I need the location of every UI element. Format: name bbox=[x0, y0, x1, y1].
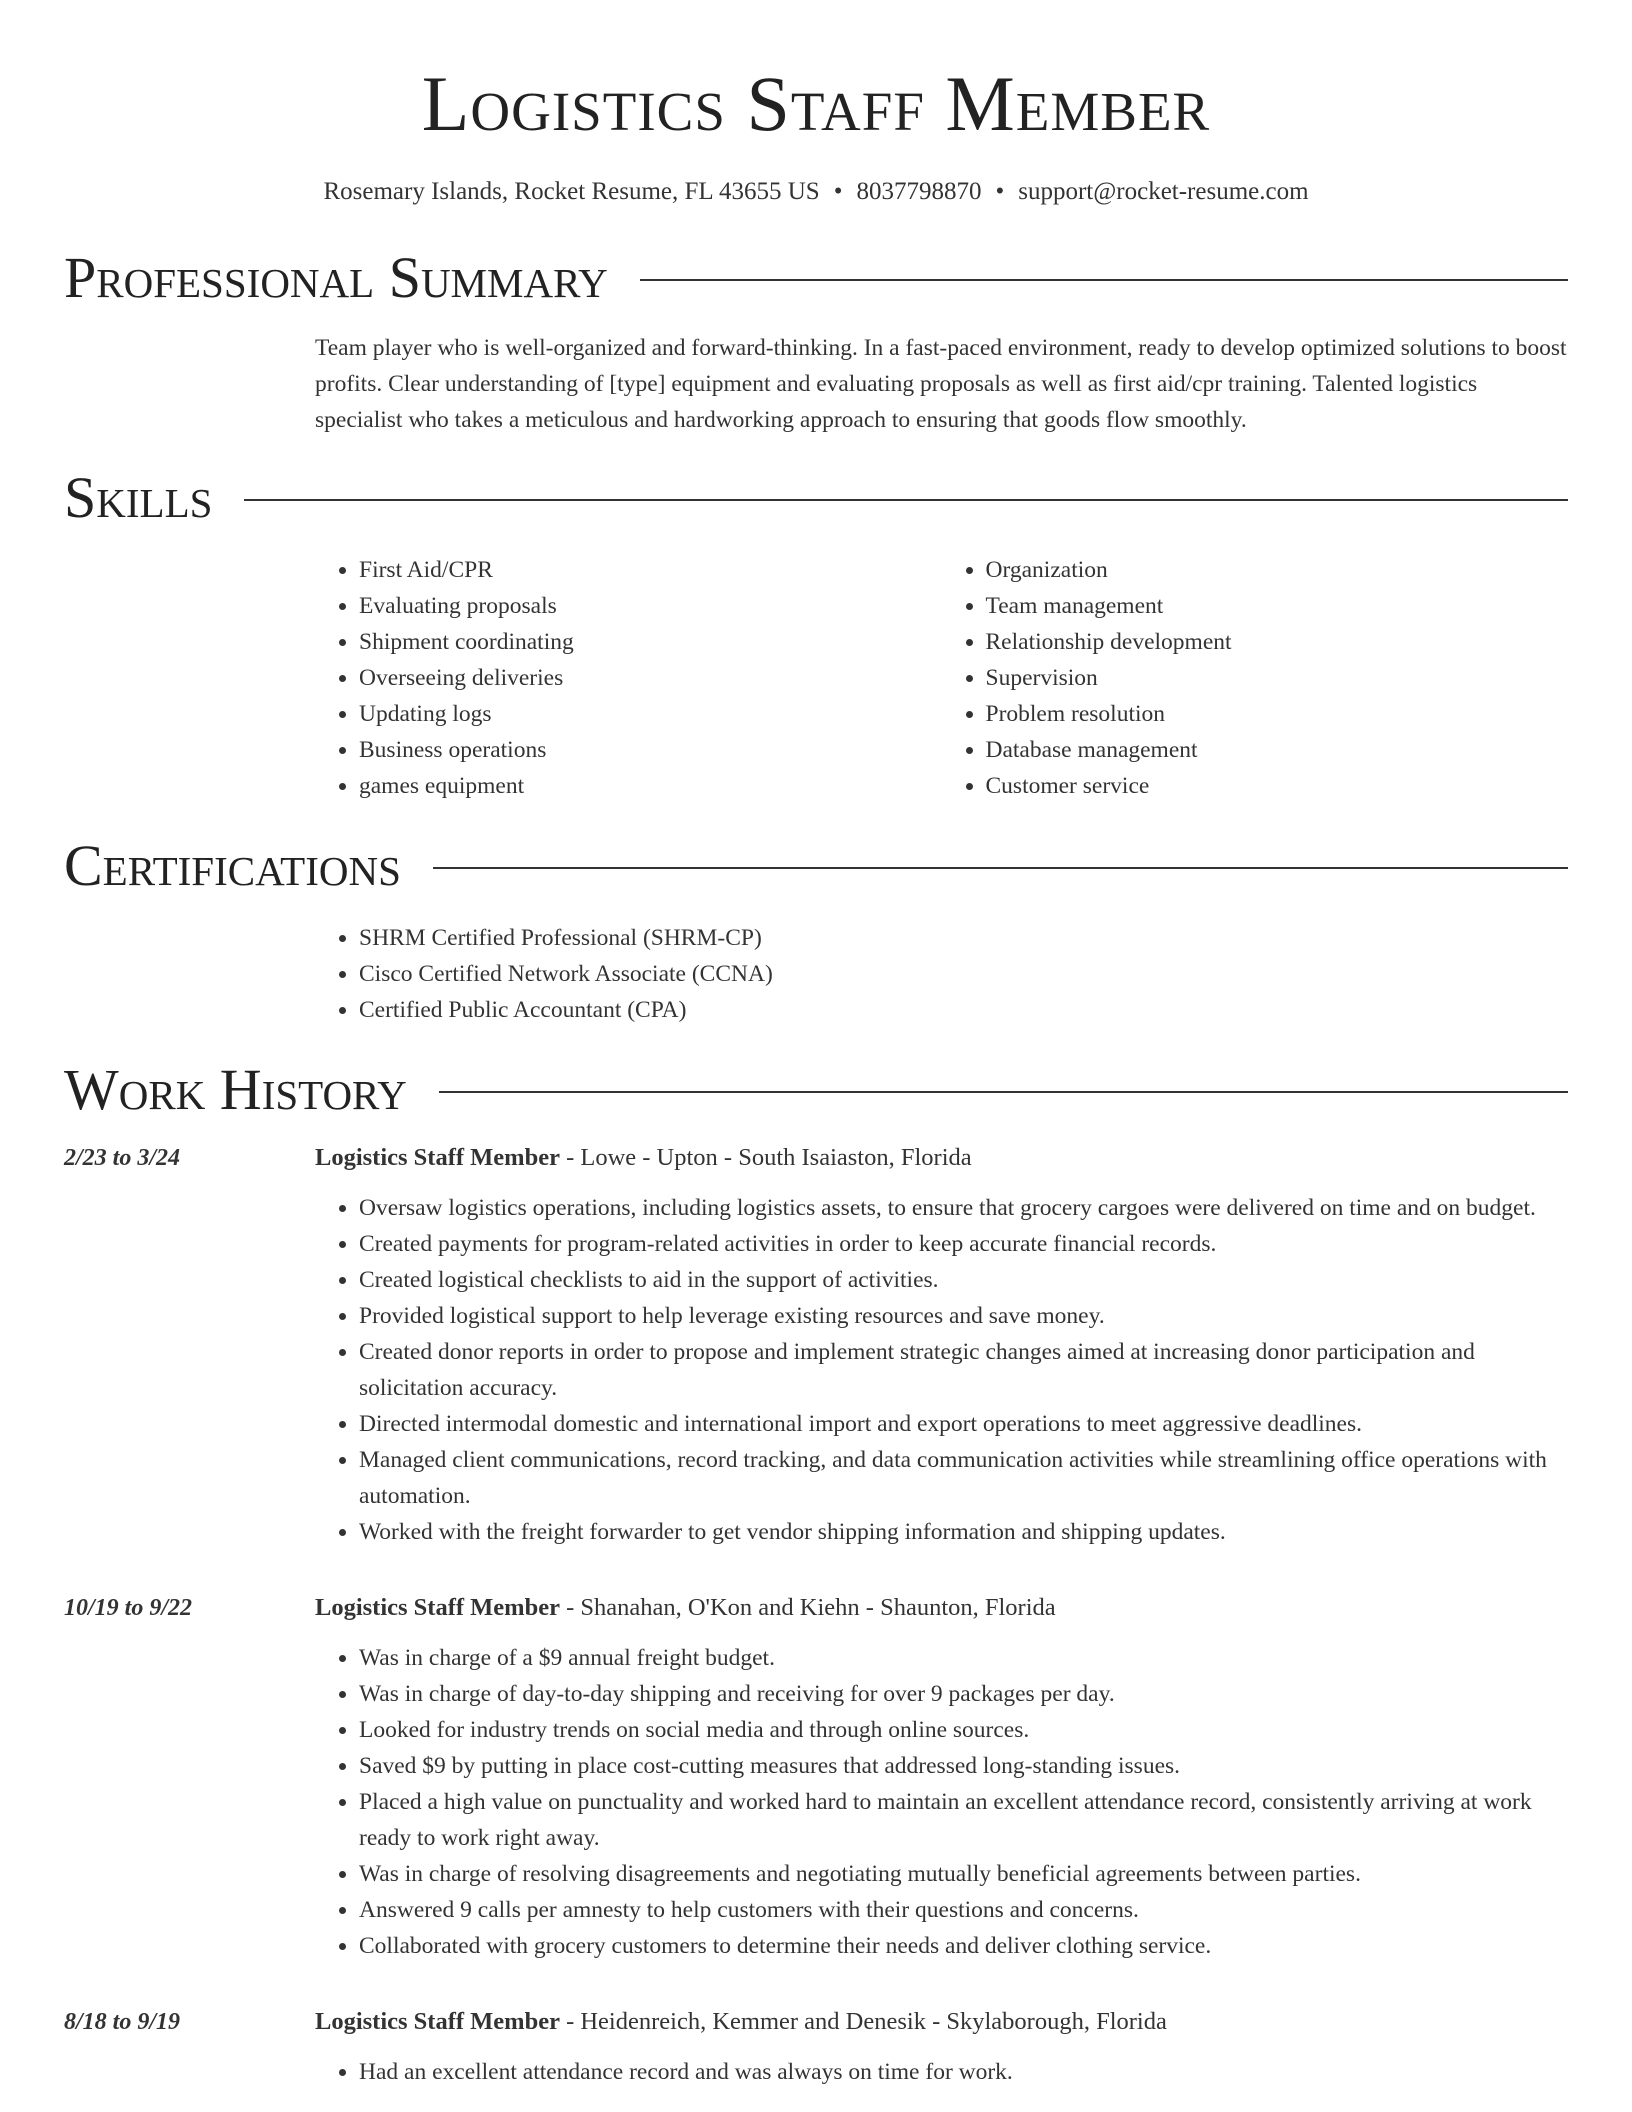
job-title-line bbox=[315, 1140, 1568, 1176]
job-bullet: • Was in charge of a $9 annual freight budget. bbox=[359, 1640, 1568, 1676]
job-employer-location: - Lowe - Upton - South Isaiaston, Florida bbox=[559, 1144, 972, 1171]
job-bullet: • Created payments for program-related activities in order to keep accurate financial records. bbox=[359, 1226, 1568, 1262]
section-divider bbox=[439, 1091, 1568, 1093]
job-bullet: • Was in charge of day-to-day shipping and receiving for over 9 packages per day. bbox=[359, 1676, 1568, 1712]
skill-item: • Supervision bbox=[986, 660, 1569, 696]
contact-email[interactable]: support@rocket-resume.com bbox=[1018, 178, 1309, 205]
job-bullet: • Collaborated with grocery customers to determine their needs and deliver clothing service. bbox=[359, 1928, 1568, 1964]
job-title: Logistics Staff Member bbox=[315, 2008, 560, 2035]
skill-item: • Evaluating proposals bbox=[359, 588, 942, 624]
skills-column-right bbox=[942, 552, 1569, 804]
certifications-section-title: Certifications bbox=[64, 833, 401, 898]
job-employer-location: - Shanahan, O'Kon and Kiehn - Shaunton, Florida bbox=[559, 1594, 1056, 1621]
certification-item: • Certified Public Accountant (CPA) bbox=[359, 992, 1568, 1028]
job-bullet: • Managed client communications, record tracking, and data communication activities while streamlining office operations with automation. bbox=[359, 1442, 1568, 1514]
job-employer-location: - Heidenreich, Kemmer and Denesik - Skylaborough, Florida bbox=[559, 2008, 1167, 2035]
certifications-items bbox=[315, 920, 1568, 1028]
candidate-name: Logistics Staff Member bbox=[421, 60, 1211, 147]
skills-section-title: Skills bbox=[64, 465, 213, 530]
contact-line bbox=[64, 178, 1568, 206]
job-bullet: • Placed a high value on punctuality and worked hard to maintain an excellent attendance record, consistently arriving at work ready to work right away. bbox=[359, 1784, 1568, 1856]
skill-item: • Business operations bbox=[359, 732, 942, 768]
skill-item: • Organization bbox=[986, 552, 1569, 588]
job-bullets bbox=[315, 2054, 1568, 2090]
job-title-line bbox=[315, 1590, 1568, 1626]
job-entry bbox=[64, 1140, 1568, 1550]
job-bullet: • Oversaw logistics operations, including logistics assets, to ensure that grocery cargoes were delivered on time and on budget. bbox=[359, 1190, 1568, 1226]
skill-item: • Customer service bbox=[986, 768, 1569, 804]
skill-item: • Updating logs bbox=[359, 696, 942, 732]
job-dates: 8/18 to 9/19 bbox=[64, 2009, 181, 2035]
professional-summary: Team player who is well-organized and forward-thinking. In a fast-paced environment, ready to develop optimized solutions to boost profits. Clear understanding of [type] equipment and evaluating proposals as well as first aid/cpr training. Talented logistics specialist who takes a meticulous and hardworking approach to ensuring that goods flow smoothly. bbox=[315, 335, 1567, 433]
skill-item: • Problem resolution bbox=[986, 696, 1569, 732]
summary-section-title: Professional Summary bbox=[64, 245, 608, 310]
skills-list bbox=[315, 552, 1568, 804]
skills-section-header bbox=[64, 465, 1568, 530]
job-bullet: • Looked for industry trends on social media and through online sources. bbox=[359, 1712, 1568, 1748]
job-bullets bbox=[315, 1190, 1568, 1550]
section-divider bbox=[433, 867, 1568, 869]
section-divider bbox=[640, 279, 1568, 281]
job-title-line bbox=[315, 2004, 1568, 2040]
contact-separator: • bbox=[833, 178, 843, 205]
skill-item: • games equipment bbox=[359, 768, 942, 804]
job-bullet: • Provided logistical support to help leverage existing resources and save money. bbox=[359, 1298, 1568, 1334]
job-bullet: • Created donor reports in order to propose and implement strategic changes aimed at increasing donor participation and solicitation accuracy. bbox=[359, 1334, 1568, 1406]
skills-column-left bbox=[315, 552, 942, 804]
skill-item: • Shipment coordinating bbox=[359, 624, 942, 660]
job-bullet: • Worked with the freight forwarder to get vendor shipping information and shipping updates. bbox=[359, 1514, 1568, 1550]
skill-item: • Overseeing deliveries bbox=[359, 660, 942, 696]
certifications-list bbox=[315, 920, 1568, 1028]
job-bullet: • Answered 9 calls per amnesty to help customers with their questions and concerns. bbox=[359, 1892, 1568, 1928]
job-bullet: • Was in charge of resolving disagreements and negotiating mutually beneficial agreements between parties. bbox=[359, 1856, 1568, 1892]
work-history-section-title: Work History bbox=[64, 1057, 407, 1122]
job-entry bbox=[64, 2004, 1568, 2090]
job-content bbox=[315, 1590, 1568, 1964]
job-dates: 2/23 to 3/24 bbox=[64, 1145, 181, 1171]
skill-item: • Relationship development bbox=[986, 624, 1569, 660]
skill-item: • Database management bbox=[986, 732, 1569, 768]
certifications-section-header bbox=[64, 833, 1568, 898]
job-content bbox=[315, 2004, 1568, 2090]
job-bullet: • Directed intermodal domestic and international import and export operations to meet aggressive deadlines. bbox=[359, 1406, 1568, 1442]
skill-item: • Team management bbox=[986, 588, 1569, 624]
job-dates: 10/19 to 9/22 bbox=[64, 1595, 193, 1621]
job-bullet: • Created logistical checklists to aid in the support of activities. bbox=[359, 1262, 1568, 1298]
contact-separator: • bbox=[995, 178, 1005, 205]
skill-item: • First Aid/CPR bbox=[359, 552, 942, 588]
job-bullets bbox=[315, 1640, 1568, 1964]
work-history-list bbox=[64, 1140, 1568, 2090]
summary-section-header bbox=[64, 245, 1568, 310]
certification-item: • Cisco Certified Network Associate (CCNA) bbox=[359, 956, 1568, 992]
job-title: Logistics Staff Member bbox=[315, 1594, 560, 1621]
job-entry bbox=[64, 1590, 1568, 1964]
job-content bbox=[315, 1140, 1568, 1550]
certification-item: • SHRM Certified Professional (SHRM-CP) bbox=[359, 920, 1568, 956]
job-title: Logistics Staff Member bbox=[315, 1144, 560, 1171]
job-bullet: • Saved $9 by putting in place cost-cutting measures that addressed long-standing issues. bbox=[359, 1748, 1568, 1784]
work-history-section-header bbox=[64, 1057, 1568, 1122]
job-bullet: • Had an excellent attendance record and was always on time for work. bbox=[359, 2054, 1568, 2090]
section-divider bbox=[244, 499, 1568, 501]
contact-phone: 8037798870 bbox=[856, 178, 982, 205]
contact-address: Rosemary Islands, Rocket Resume, FL 43655 US bbox=[323, 178, 820, 205]
